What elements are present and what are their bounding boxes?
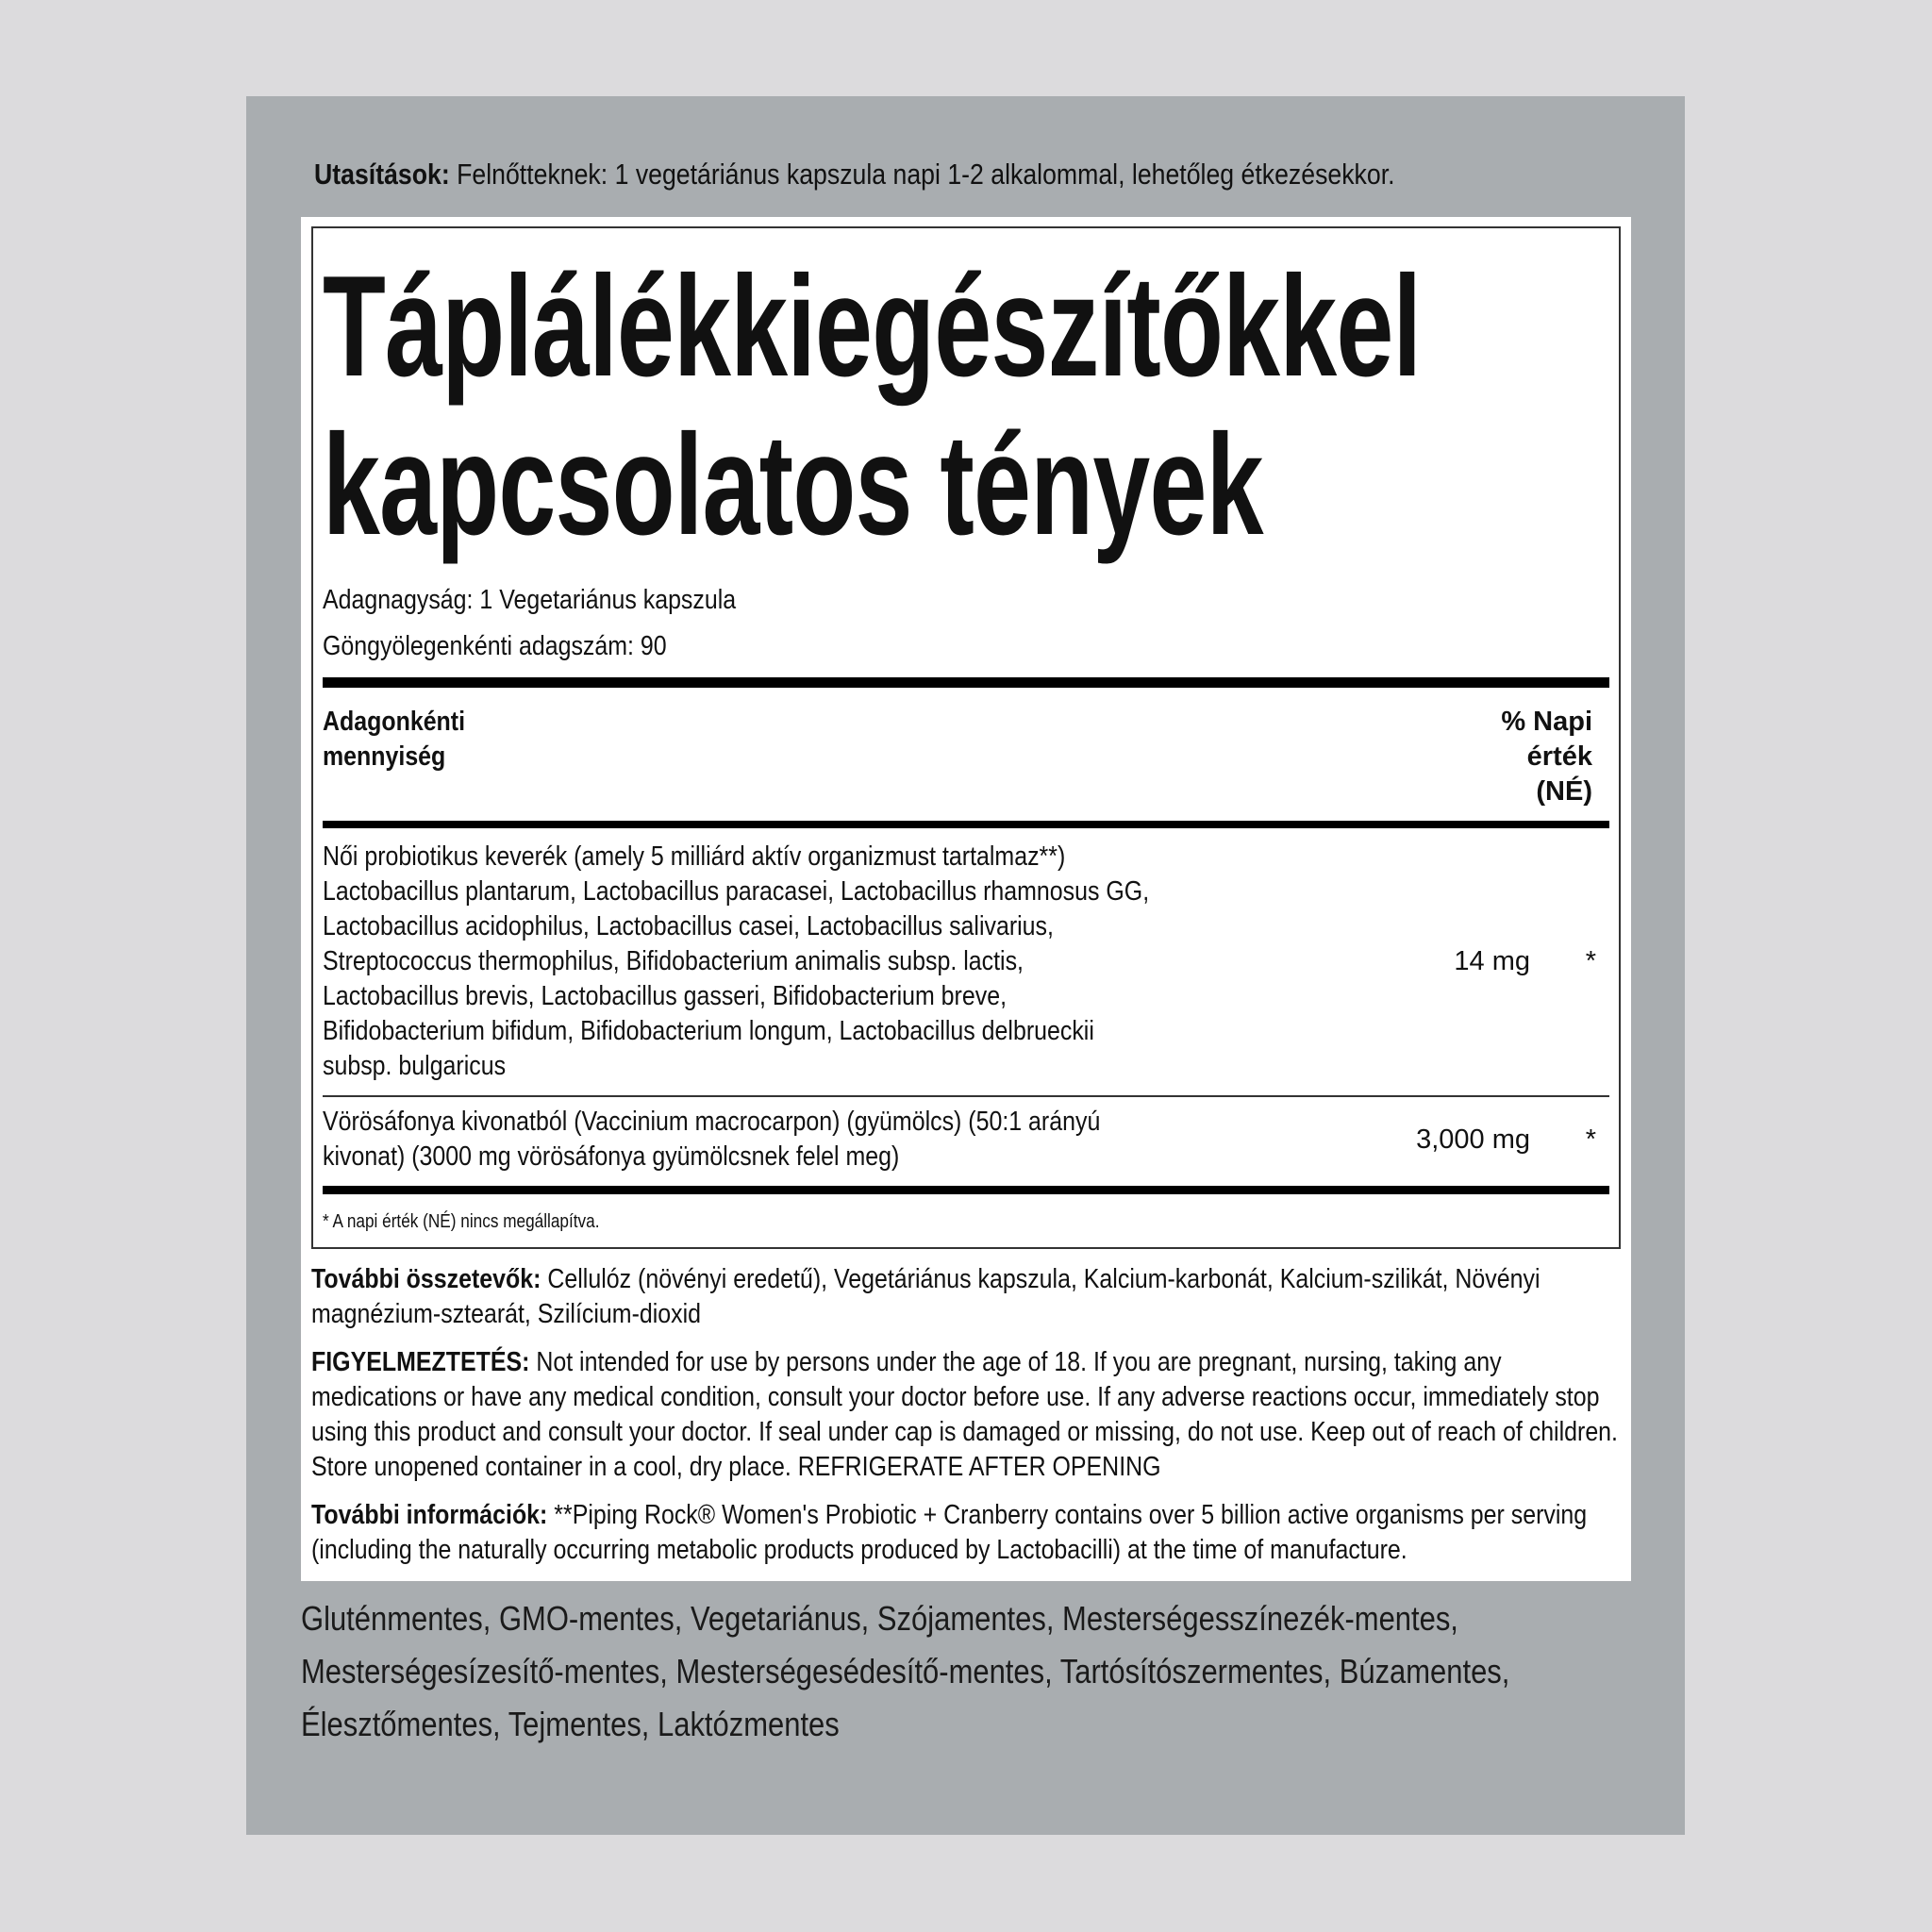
title-line-1: Táplálékkiegészítőkkel	[323, 246, 1422, 407]
white-panel	[301, 217, 1631, 1581]
divider-thick	[323, 677, 1609, 688]
divider-thick	[323, 1186, 1609, 1194]
footnote: * A napi érték (NÉ) nincs megállapítva.	[323, 1211, 600, 1232]
amount-cranberry: 3,000 mg	[1416, 1124, 1530, 1155]
ingredient-name: Női probiotikus keverék (amely 5 milliárd aktív organizmust tartalmaz**) Lactobacillus plantarum, Lactobacillus paracasei, Lactobacillus rhamnosus GG, Lactobacillus acidophilus, Lactobacillus casei, Lactobacillus salivarius, Streptococcus thermophilus, Bifidobacterium animalis subsp. lactis, Lactobacillus brevis, Lactobacillus gasseri, Bifidobacterium breve, Bifidobacterium bifidum, Bifidobacterium longum, Lactobacillus delbrueckii subsp. bulgaricus	[323, 841, 1150, 1081]
warning: FIGYELMEZTETÉS: Not intended for use by persons under the age of 18. If you are pregnant, nursing, taking any medications or have any medical condition, consult your doctor before use. If any adverse reactions occur, immediately stop using this product and consult your doctor. If seal under cap is damaged or missing, do not use. Keep out of reach of children. Store unopened container in a cool, dry place. REFRIGERATE AFTER OPENING	[311, 1347, 1618, 1482]
facts-title	[323, 228, 1609, 564]
directions-text: Felnőtteknek: 1 vegetáriánus kapszula napi 1-2 alkalommal, lehetőleg étkezésekkor.	[449, 158, 1395, 191]
title-line-2: kapcsolatos tények	[323, 405, 1263, 565]
supplement-facts-box	[311, 226, 1621, 1249]
amount-header: Adagonkénti mennyiség	[323, 707, 466, 772]
directions	[314, 157, 1571, 192]
amount-probiotic: 14 mg	[1454, 946, 1530, 976]
serving-info	[323, 583, 1609, 664]
servings-per-container: Göngyölegenkénti adagszám: 90	[323, 631, 667, 661]
label-content	[301, 217, 1631, 1751]
divider-thick	[323, 821, 1609, 828]
directions-label: Utasítások:	[314, 158, 450, 191]
dv-header: % Napi érték (NÉ)	[1501, 707, 1592, 807]
ingredient-name: Vörösáfonya kivonatból (Vaccinium macrocarpon) (gyümölcs) (50:1 arányú kivonat) (3000 mg vörösáfonya gyümölcsnek felel meg)	[323, 1107, 1101, 1172]
table-header	[323, 705, 1609, 809]
ingredient-row-probiotic	[323, 828, 1609, 1095]
dv-probiotic: *	[1585, 946, 1596, 976]
other-ingredients: További összetevők: Cellulóz (növényi eredetű), Vegetáriánus kapszula, Kalcium-karbonát, Kalcium-szilikát, Növényi magnézium-sztearát, Szilícium-dioxid	[311, 1264, 1541, 1329]
more-info: További információk: **Piping Rock® Women's Probiotic + Cranberry contains over 5 billion active organisms per serving (including the naturally occurring metabolic products produced by Lactobacilli) at the time of manufacture.	[311, 1500, 1588, 1565]
dv-cranberry: *	[1585, 1124, 1596, 1155]
ingredient-row-cranberry	[323, 1097, 1609, 1186]
free-from-list: Gluténmentes, GMO-mentes, Vegetariánus, Szójamentes, Mesterségesszínezék-mentes, Mesterségesízesítő-mentes, Mesterségesédesítő-mentes, Tartósítószermentes, Búzamentes, Élesztőmentes, Tejmentes, Laktózmentes	[301, 1599, 1510, 1743]
serving-size: Adagnagyság: 1 Vegetariánus kapszula	[323, 585, 737, 615]
